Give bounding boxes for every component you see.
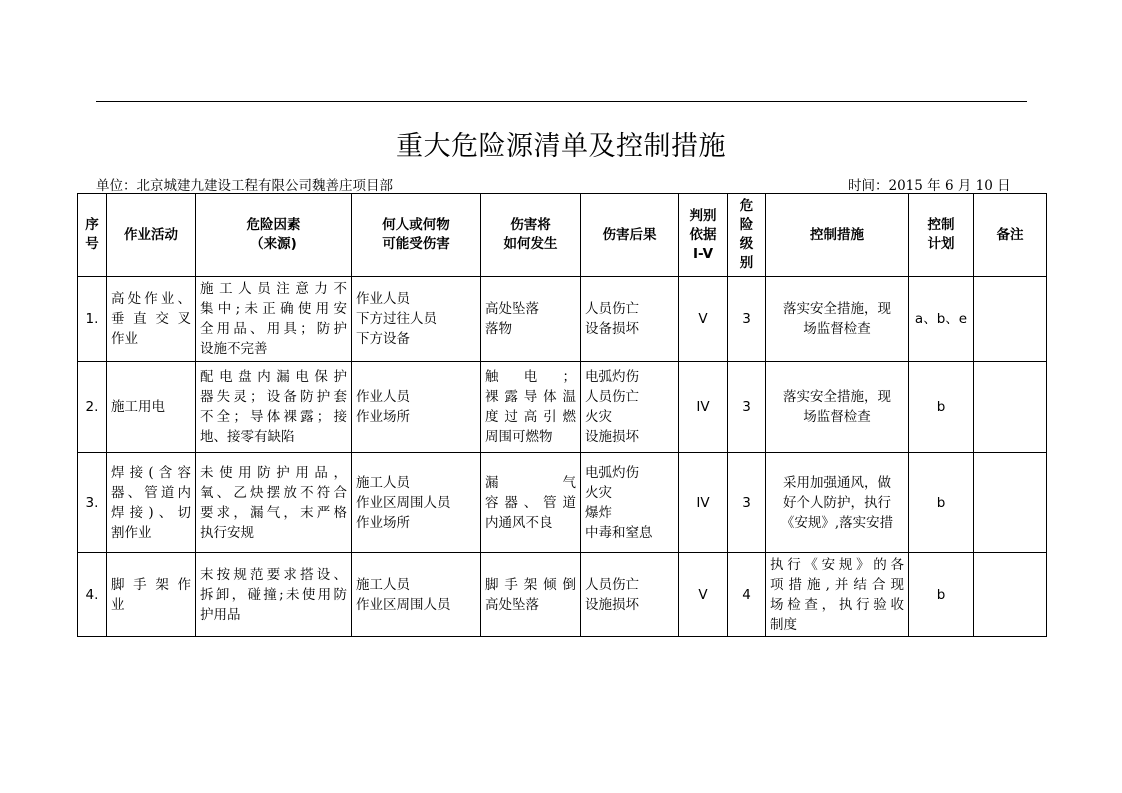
cell-line: 器、管道内 (111, 484, 191, 501)
header-line: 备注 (996, 226, 1024, 243)
column-header-remark (974, 194, 1047, 277)
cell-hazard (196, 277, 352, 362)
header-line: 判别 (689, 207, 717, 224)
cell-line: 设施不完善 (200, 341, 268, 357)
date-label: 时间：2015 年 6 月 10 日 (848, 178, 1011, 194)
cell-plan: b (909, 553, 974, 637)
cell-line: 集中;未正确使用安 (200, 301, 347, 317)
cell-seq: 2. (78, 362, 107, 453)
cell-remark (974, 553, 1047, 637)
cell-line: 裸露导体温 (485, 389, 576, 405)
header-line: 危险因素 (246, 217, 301, 233)
cell-hazard (196, 553, 352, 637)
header-line: 如何发生 (503, 236, 558, 252)
cell-line: 设施损坏 (585, 429, 639, 445)
cell-line: 不全；导体裸露；接 (200, 409, 347, 425)
table-row (78, 553, 1047, 637)
cell-line: 高处坠落 (485, 301, 539, 317)
cell-line: 周围可燃物 (485, 429, 553, 445)
header-line: 号 (85, 236, 99, 252)
cell-line: 要求，漏气，末严格 (200, 504, 347, 521)
cell-line: 施工人员 (356, 474, 410, 491)
cell-how (481, 277, 581, 362)
table-row (78, 453, 1047, 553)
cell-line: 人员伤亡 (585, 389, 639, 405)
cell-line: 作业人员 (356, 291, 410, 307)
cell-level: 3 (728, 362, 766, 453)
cell-basis: V (679, 553, 728, 637)
header-line: 别 (739, 255, 754, 271)
column-header-basis (679, 194, 728, 277)
table-row (78, 277, 1047, 362)
column-header-who (352, 194, 481, 277)
cell-line: 火灾 (585, 409, 612, 425)
cell-line: 设备损坏 (585, 321, 639, 337)
cell-line: 设施损坏 (585, 596, 639, 613)
cell-line: 《安规》,落实安措 (780, 514, 894, 531)
header-line: 何人或何物 (382, 217, 450, 233)
cell-line: 作业 (111, 331, 138, 347)
cell-plan: b (909, 362, 974, 453)
cell-who (352, 553, 481, 637)
cell-measures (766, 362, 909, 453)
header-line: 可能受伤害 (382, 236, 450, 252)
cell-line: 焊接(含容 (111, 464, 191, 481)
cell-line: 项措施,并结合现 (770, 576, 904, 593)
cell-seq: 1. (78, 277, 107, 362)
cell-line: 未使用防护用品， (200, 464, 347, 481)
cell-line: 脚手架倾倒 (485, 576, 576, 593)
cell-line: 落实安全措施，现 (783, 389, 891, 405)
cell-activity (107, 362, 196, 453)
cell-who (352, 362, 481, 453)
cell-basis: IV (679, 362, 728, 453)
cell-line: 配电盘内漏电保护 (200, 369, 347, 385)
header-line: 控制 (927, 217, 955, 233)
cell-line: 执行安规 (200, 524, 254, 541)
cell-line: 作业人员 (356, 389, 410, 405)
cell-line: 执行《安规》的各 (770, 556, 904, 573)
column-header-measures (766, 194, 909, 277)
cell-line: 下方设备 (356, 331, 410, 347)
cell-line: 漏气 (485, 474, 576, 491)
cell-consequence (581, 453, 679, 553)
cell-plan: b (909, 453, 974, 553)
header-line: 级 (739, 236, 754, 252)
cell-how (481, 453, 581, 553)
cell-line: 割作业 (111, 524, 152, 541)
header-line: I-V (692, 245, 714, 262)
cell-line: 焊接)、切 (111, 504, 191, 521)
header-line: 控制措施 (810, 226, 864, 243)
cell-line: 末按规范要求搭设、 (200, 566, 347, 583)
cell-basis: V (679, 277, 728, 362)
cell-activity (107, 277, 196, 362)
cell-line: 施工人员 (356, 576, 410, 593)
column-header-how (481, 194, 581, 277)
header-rule (96, 101, 1027, 102)
cell-hazard (196, 453, 352, 553)
cell-line: 落实安全措施，现 (783, 301, 891, 317)
cell-line: 高处坠落 (485, 596, 539, 613)
cell-line: 电弧灼伤 (585, 369, 639, 385)
header-line: 伤害将 (510, 217, 551, 233)
table-row (78, 362, 1047, 453)
cell-measures (766, 553, 909, 637)
cell-consequence (581, 362, 679, 453)
cell-measures (766, 453, 909, 553)
cell-line: 护用品 (200, 606, 241, 623)
cell-line: 采用加强通风，做 (783, 474, 891, 491)
column-header-level (728, 194, 766, 277)
header-line: 依据 (689, 226, 717, 243)
cell-line: 作业场所 (356, 514, 410, 531)
cell-level: 4 (728, 553, 766, 637)
cell-line: 场监督检查 (803, 409, 871, 425)
cell-activity (107, 453, 196, 553)
cell-seq: 4. (78, 553, 107, 637)
cell-line: 拆卸，碰撞;未使用防 (200, 586, 347, 603)
cell-line: 器失灵；设备防护套 (200, 389, 347, 405)
cell-line: 地、接零有缺陷 (200, 429, 295, 445)
cell-line: 火灾 (585, 484, 612, 501)
column-header-hazard (196, 194, 352, 277)
cell-how (481, 553, 581, 637)
cell-who (352, 453, 481, 553)
cell-line: 全用品、用具；防护 (200, 321, 347, 337)
cell-line: 高处作业、 (111, 291, 191, 307)
cell-seq: 3. (78, 453, 107, 553)
header-line: 险 (739, 217, 754, 233)
cell-line: 人员伤亡 (585, 301, 639, 317)
cell-basis: IV (679, 453, 728, 553)
unit-label: 单位：北京城建九建设工程有限公司魏善庄项目部 (96, 178, 393, 194)
cell-remark (974, 362, 1047, 453)
cell-line: 电弧灼伤 (585, 464, 639, 481)
document-title: 重大危险源清单及控制措施 (396, 131, 726, 162)
column-header-activity (107, 194, 196, 277)
column-header-plan (909, 194, 974, 277)
cell-level: 3 (728, 453, 766, 553)
cell-line: 场监督检查 (803, 321, 871, 337)
cell-consequence (581, 277, 679, 362)
cell-line: 度过高引燃 (485, 409, 576, 425)
cell-level: 3 (728, 277, 766, 362)
cell-line: 场检查，执行验收 (770, 596, 904, 613)
cell-line: 作业区周围人员 (356, 494, 451, 511)
cell-activity (107, 553, 196, 637)
cell-line: 人员伤亡 (585, 576, 639, 593)
cell-line: 爆炸 (585, 504, 612, 521)
header-line: 危 (739, 198, 754, 214)
cell-line: 施工用电 (111, 399, 165, 415)
cell-line: 内通风不良 (485, 514, 553, 531)
cell-line: 垂直交叉 (111, 311, 191, 327)
cell-line: 触电； (485, 369, 576, 385)
cell-line: 中毒和窒息 (585, 524, 653, 541)
cell-line: 制度 (770, 616, 797, 633)
cell-remark (974, 453, 1047, 553)
header-line: 序 (85, 217, 99, 233)
cell-remark (974, 277, 1047, 362)
header-line: 伤害后果 (602, 226, 657, 243)
cell-line: 下方过往人员 (356, 311, 437, 327)
cell-hazard (196, 362, 352, 453)
cell-line: 作业区周围人员 (356, 596, 451, 613)
cell-line: 业 (111, 596, 125, 613)
cell-how (481, 362, 581, 453)
header-line: 作业活动 (124, 226, 178, 243)
column-header-seq (78, 194, 107, 277)
cell-line: 容器、管道 (485, 494, 576, 511)
hazard-table (77, 193, 1047, 637)
cell-line: 好个人防护，执行 (783, 494, 891, 511)
header-line: 计划 (927, 236, 955, 252)
cell-line: 脚手架作 (111, 576, 191, 593)
header-row (78, 194, 1047, 277)
header-line: （来源) (250, 236, 297, 252)
cell-line: 施工人员注意力不 (200, 281, 347, 297)
column-header-consequence (581, 194, 679, 277)
cell-line: 落物 (485, 321, 512, 337)
cell-who (352, 277, 481, 362)
cell-line: 氧、乙炔摆放不符合 (200, 484, 347, 501)
cell-line: 作业场所 (356, 409, 410, 425)
cell-consequence (581, 553, 679, 637)
cell-plan: a、b、e (909, 277, 974, 362)
cell-measures (766, 277, 909, 362)
